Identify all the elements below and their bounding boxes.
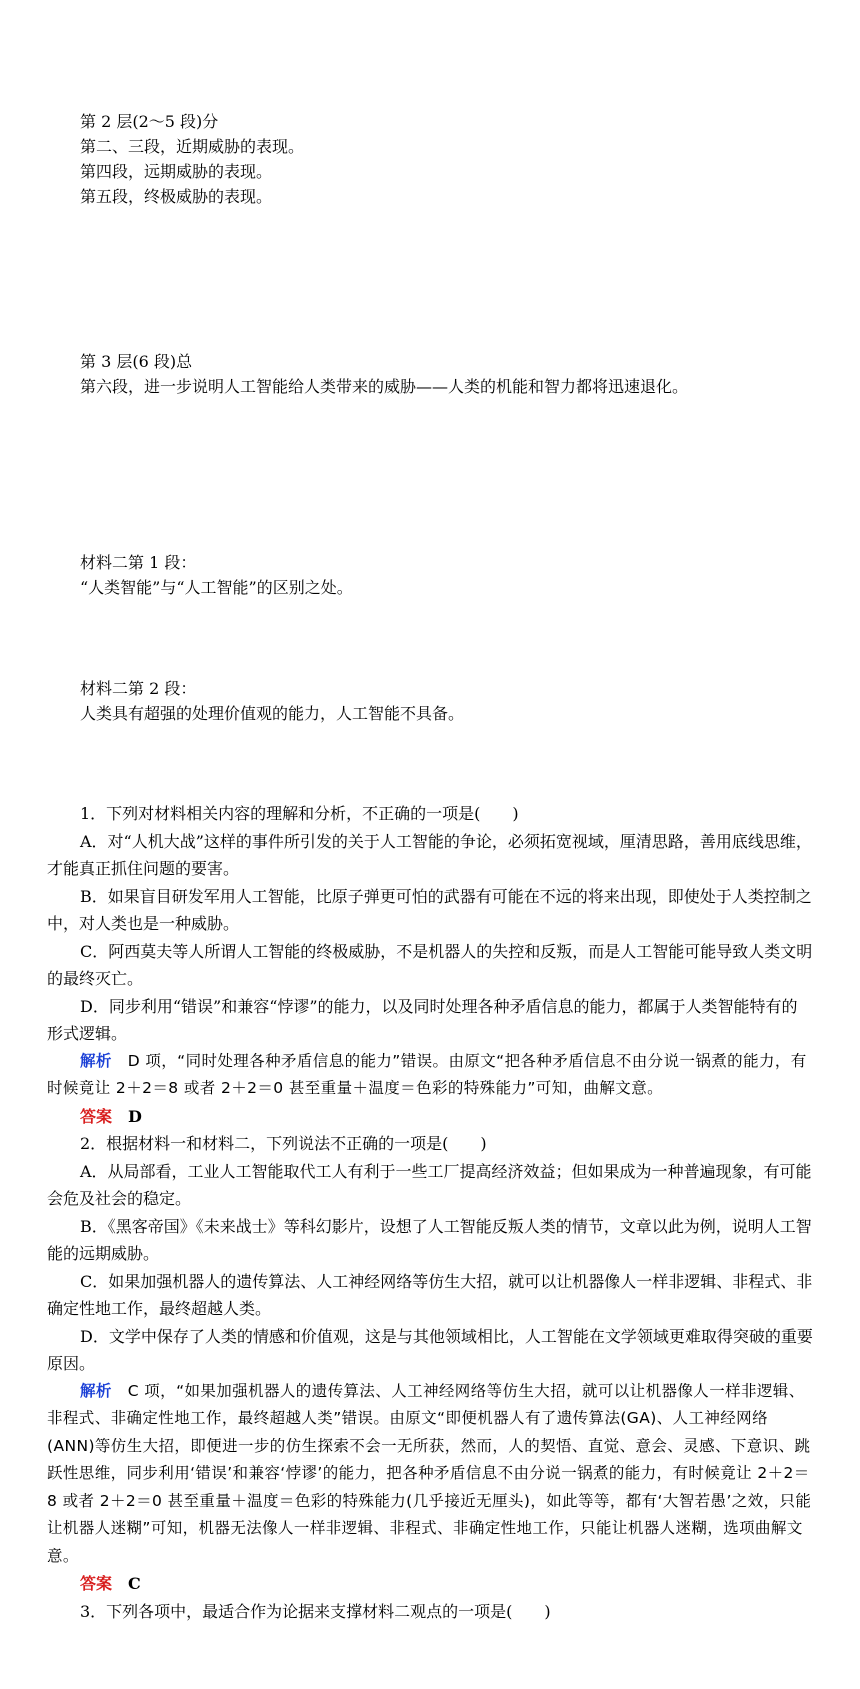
q2-option-d: D．文学中保存了人类的情感和价值观，这是与其他领域相比，人工智能在文学领域更难取得突破的重要原因。 [47,1326,813,1373]
q3-stem: 3．下列各项中，最适合作为论据来支撑材料二观点的一项是( ) [80,1601,551,1621]
layer3-title: 第 3 层(6 段)总 [80,352,193,371]
q2-option-b: B．《黑客帝国》《未来战士》等科幻影片，设想了人工智能反叛人类的情节，文章以此为例，说明人工智能的远期威胁。 [47,1216,812,1263]
material2-p1-line: “人类智能”与“人工智能”的区别之处。 [80,578,353,597]
q2-stem: 2．根据材料一和材料二，下列说法不正确的一项是( ) [80,1134,487,1153]
material2-p2-line: 人类具有超强的处理价值观的能力，人工智能不具备。 [80,704,465,723]
layer2-line-2: 第四段，远期威胁的表现。 [80,162,273,181]
layer3-line: 第六段，进一步说明人工智能给人类带来的威胁——人类的机能和智力都将迅速退化。 [80,377,689,396]
q1-answer: 答案 D [80,1106,142,1126]
q2-option-a: A．从局部看，工业人工智能取代工人有利于一些工厂提高经济效益；但如果成为一种普遍现象，有可能会危及社会的稳定。 [47,1161,812,1208]
q2-answer: 答案 C [80,1574,141,1593]
answer-label: 答案 [80,1106,113,1126]
q1-stem: 1．下列对材料相关内容的理解和分析，不正确的一项是( ) [80,804,519,823]
analysis-label: 解析 [80,1381,112,1400]
layer2-line-3: 第五段，终极威胁的表现。 [80,187,273,206]
layer2-title: 第 2 层(2～5 段)分 [80,112,219,131]
material2-p2-title: 材料二第 2 段： [80,679,197,698]
questions-section [47,800,813,1625]
q1-option-d: D．同步利用“错误”和兼容“悖谬”的能力，以及同时处理各种矛盾信息的能力，都属于人类智能特有的形式逻辑。 [47,996,798,1043]
q1-option-c: C．阿西莫夫等人所谓人工智能的终极威胁，不是机器人的失控和反叛，而是人工智能可能导致人类文明的最终灭亡。 [47,941,813,988]
q1-analysis: 解析 D 项，“同时处理各种矛盾信息的能力”错误。由原文“把各种矛盾信息不由分说一锅煮的能力，有时候竟让 2＋2＝8 或者 2＋2＝0 甚至重量＋温度＝色彩的特殊能力”可知，曲解文意。 [47,1051,807,1097]
q1-option-b: B．如果盲目研发军用人工智能，比原子弹更可怕的武器有可能在不远的将来出现，即使处于人类控制之中，对人类也是一种威胁。 [47,886,812,933]
q1-option-a: A．对“人机大战”这样的事件所引发的关于人工智能的争论，必须拓宽视域，厘清思路，善用底线思维，才能真正抓住问题的要害。 [47,831,812,878]
answer-label: 答案 [80,1574,113,1593]
material2-p1-title: 材料二第 1 段： [80,553,197,572]
q2-analysis: 解析 C 项，“如果加强机器人的遗传算法、人工神经网络等仿生大招，就可以让机器像人一样非逻辑、非程式、非确定性地工作，最终超越人类”错误。由原文“即便机器人有了遗传算法(GA)、人工神经网络(ANN)等仿生大招，即便进一步的仿生探索不会一无所获，然而，人的契悟、直觉、意会、灵感、下意识、跳跃性思维，同步利用‘错误’和兼容‘悖谬’的能力，把各种矛盾信息不由分说一锅煮的能力，有时候竟让 2＋2＝8 或者 2＋2＝0 甚至重量＋温度＝色彩的特殊能力(几乎接近无厘头)，如此等等，都有‘大智若愚’之效，只能让机器人迷糊”可知，机器无法像人一样非逻辑、非程式、非确定性地工作，只能让机器人迷糊，选项曲解文意。 [47,1381,812,1565]
analysis-label: 解析 [80,1051,112,1070]
layer2-line-1: 第二、三段，近期威胁的表现。 [80,137,305,156]
q2-option-c: C．如果加强机器人的遗传算法、人工神经网络等仿生大招，就可以让机器像人一样非逻辑、非程式、非确定性地工作，最终超越人类。 [47,1271,813,1318]
